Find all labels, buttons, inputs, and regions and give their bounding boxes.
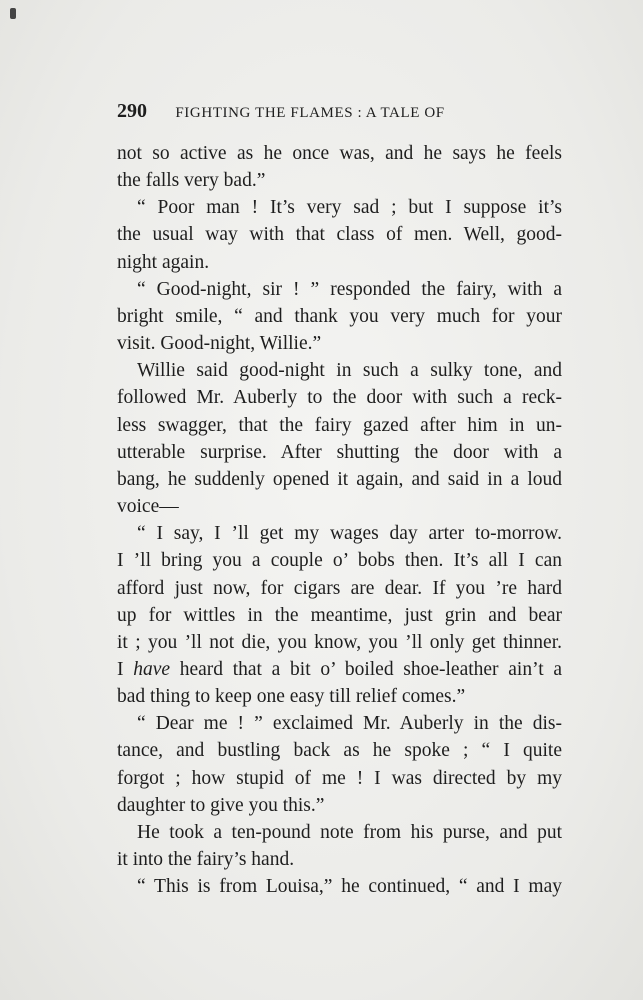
text-run: up for wittles in the meantime, just grin and bear bbox=[117, 604, 562, 626]
text-line bbox=[117, 276, 562, 303]
page-number: 290 bbox=[117, 100, 147, 122]
text-line bbox=[117, 602, 562, 629]
text-run: it into the fairy’s hand. bbox=[117, 849, 295, 871]
text-run: “ Dear me ! ” exclaimed Mr. Auberly in the dis- bbox=[137, 713, 562, 735]
text-line bbox=[117, 846, 562, 873]
text-line bbox=[117, 384, 562, 411]
text-run: afford just now, for cigars are dear. If you ’re hard bbox=[117, 577, 562, 599]
text-line bbox=[117, 575, 562, 602]
text-line bbox=[117, 873, 562, 900]
text-line bbox=[117, 683, 562, 710]
text-line bbox=[117, 792, 562, 819]
page-body-text bbox=[117, 140, 562, 900]
text-run: bad thing to keep one easy till relief comes.” bbox=[117, 686, 466, 708]
text-line bbox=[117, 221, 562, 248]
text-run: it ; you ’ll not die, you know, you ’ll only get thinner. bbox=[117, 631, 562, 653]
text-run: not so active as he once was, and he says he feels bbox=[117, 143, 562, 164]
text-line bbox=[117, 520, 562, 547]
text-line bbox=[117, 303, 562, 330]
text-line bbox=[117, 412, 562, 439]
text-run: heard that a bit o’ boiled shoe-leather ain’t a bbox=[170, 658, 562, 680]
text-line bbox=[117, 710, 562, 737]
text-run: “ This is from Louisa,” he continued, “ and I may bbox=[137, 876, 562, 898]
text-run: bang, he suddenly opened it again, and said in a loud bbox=[117, 468, 562, 490]
text-run: forgot ; how stupid of me ! I was directed by my bbox=[117, 767, 562, 789]
text-run: followed Mr. Auberly to the door with such a reck- bbox=[117, 387, 562, 409]
text-run: I ’ll bring you a couple o’ bobs then. It’s all I can bbox=[117, 550, 562, 572]
text-run: the usual way with that class of men. Well, good- bbox=[117, 224, 562, 246]
text-line bbox=[117, 330, 562, 357]
running-title: FIGHTING THE FLAMES : A TALE OF bbox=[175, 105, 445, 121]
text-run: utterable surprise. After shutting the door with a bbox=[117, 441, 562, 463]
text-run: tance, and bustling back as he spoke ; “ I quite bbox=[117, 740, 562, 762]
text-line bbox=[117, 656, 562, 683]
text-run: visit. Good-night, Willie.” bbox=[117, 333, 322, 355]
text-run: “ Good-night, sir ! ” responded the fairy, with a bbox=[137, 278, 562, 300]
text-line bbox=[117, 765, 562, 792]
text-line bbox=[117, 249, 562, 276]
text-run: “ I say, I ’ll get my wages day arter to-morrow. bbox=[137, 523, 562, 545]
text-run: daughter to give you this.” bbox=[117, 794, 325, 816]
text-line bbox=[117, 819, 562, 846]
text-line bbox=[117, 737, 562, 764]
text-line bbox=[117, 547, 562, 574]
text-run: less swagger, that the fairy gazed after him in un- bbox=[117, 414, 562, 436]
text-run: the falls very bad.” bbox=[117, 170, 266, 192]
text-line bbox=[117, 194, 562, 221]
text-run: I bbox=[117, 658, 134, 680]
text-line bbox=[117, 493, 562, 520]
text-line bbox=[117, 140, 562, 167]
text-run: voice— bbox=[117, 496, 179, 518]
running-header bbox=[117, 100, 562, 123]
text-run: He took a ten-pound note from his purse, and put bbox=[137, 821, 562, 843]
italic-emphasis: have bbox=[133, 658, 171, 680]
text-run: night again. bbox=[117, 251, 210, 273]
text-run: Willie said good-night in such a sulky tone, and bbox=[137, 360, 562, 382]
text-line bbox=[117, 466, 562, 493]
text-line bbox=[117, 439, 562, 466]
text-line bbox=[117, 357, 562, 384]
text-run: bright smile, “ and thank you very much for your bbox=[117, 305, 562, 327]
ink-speck bbox=[10, 8, 16, 19]
text-line bbox=[117, 629, 562, 656]
text-line bbox=[117, 167, 562, 194]
text-run: “ Poor man ! It’s very sad ; but I suppose it’s bbox=[137, 197, 562, 219]
